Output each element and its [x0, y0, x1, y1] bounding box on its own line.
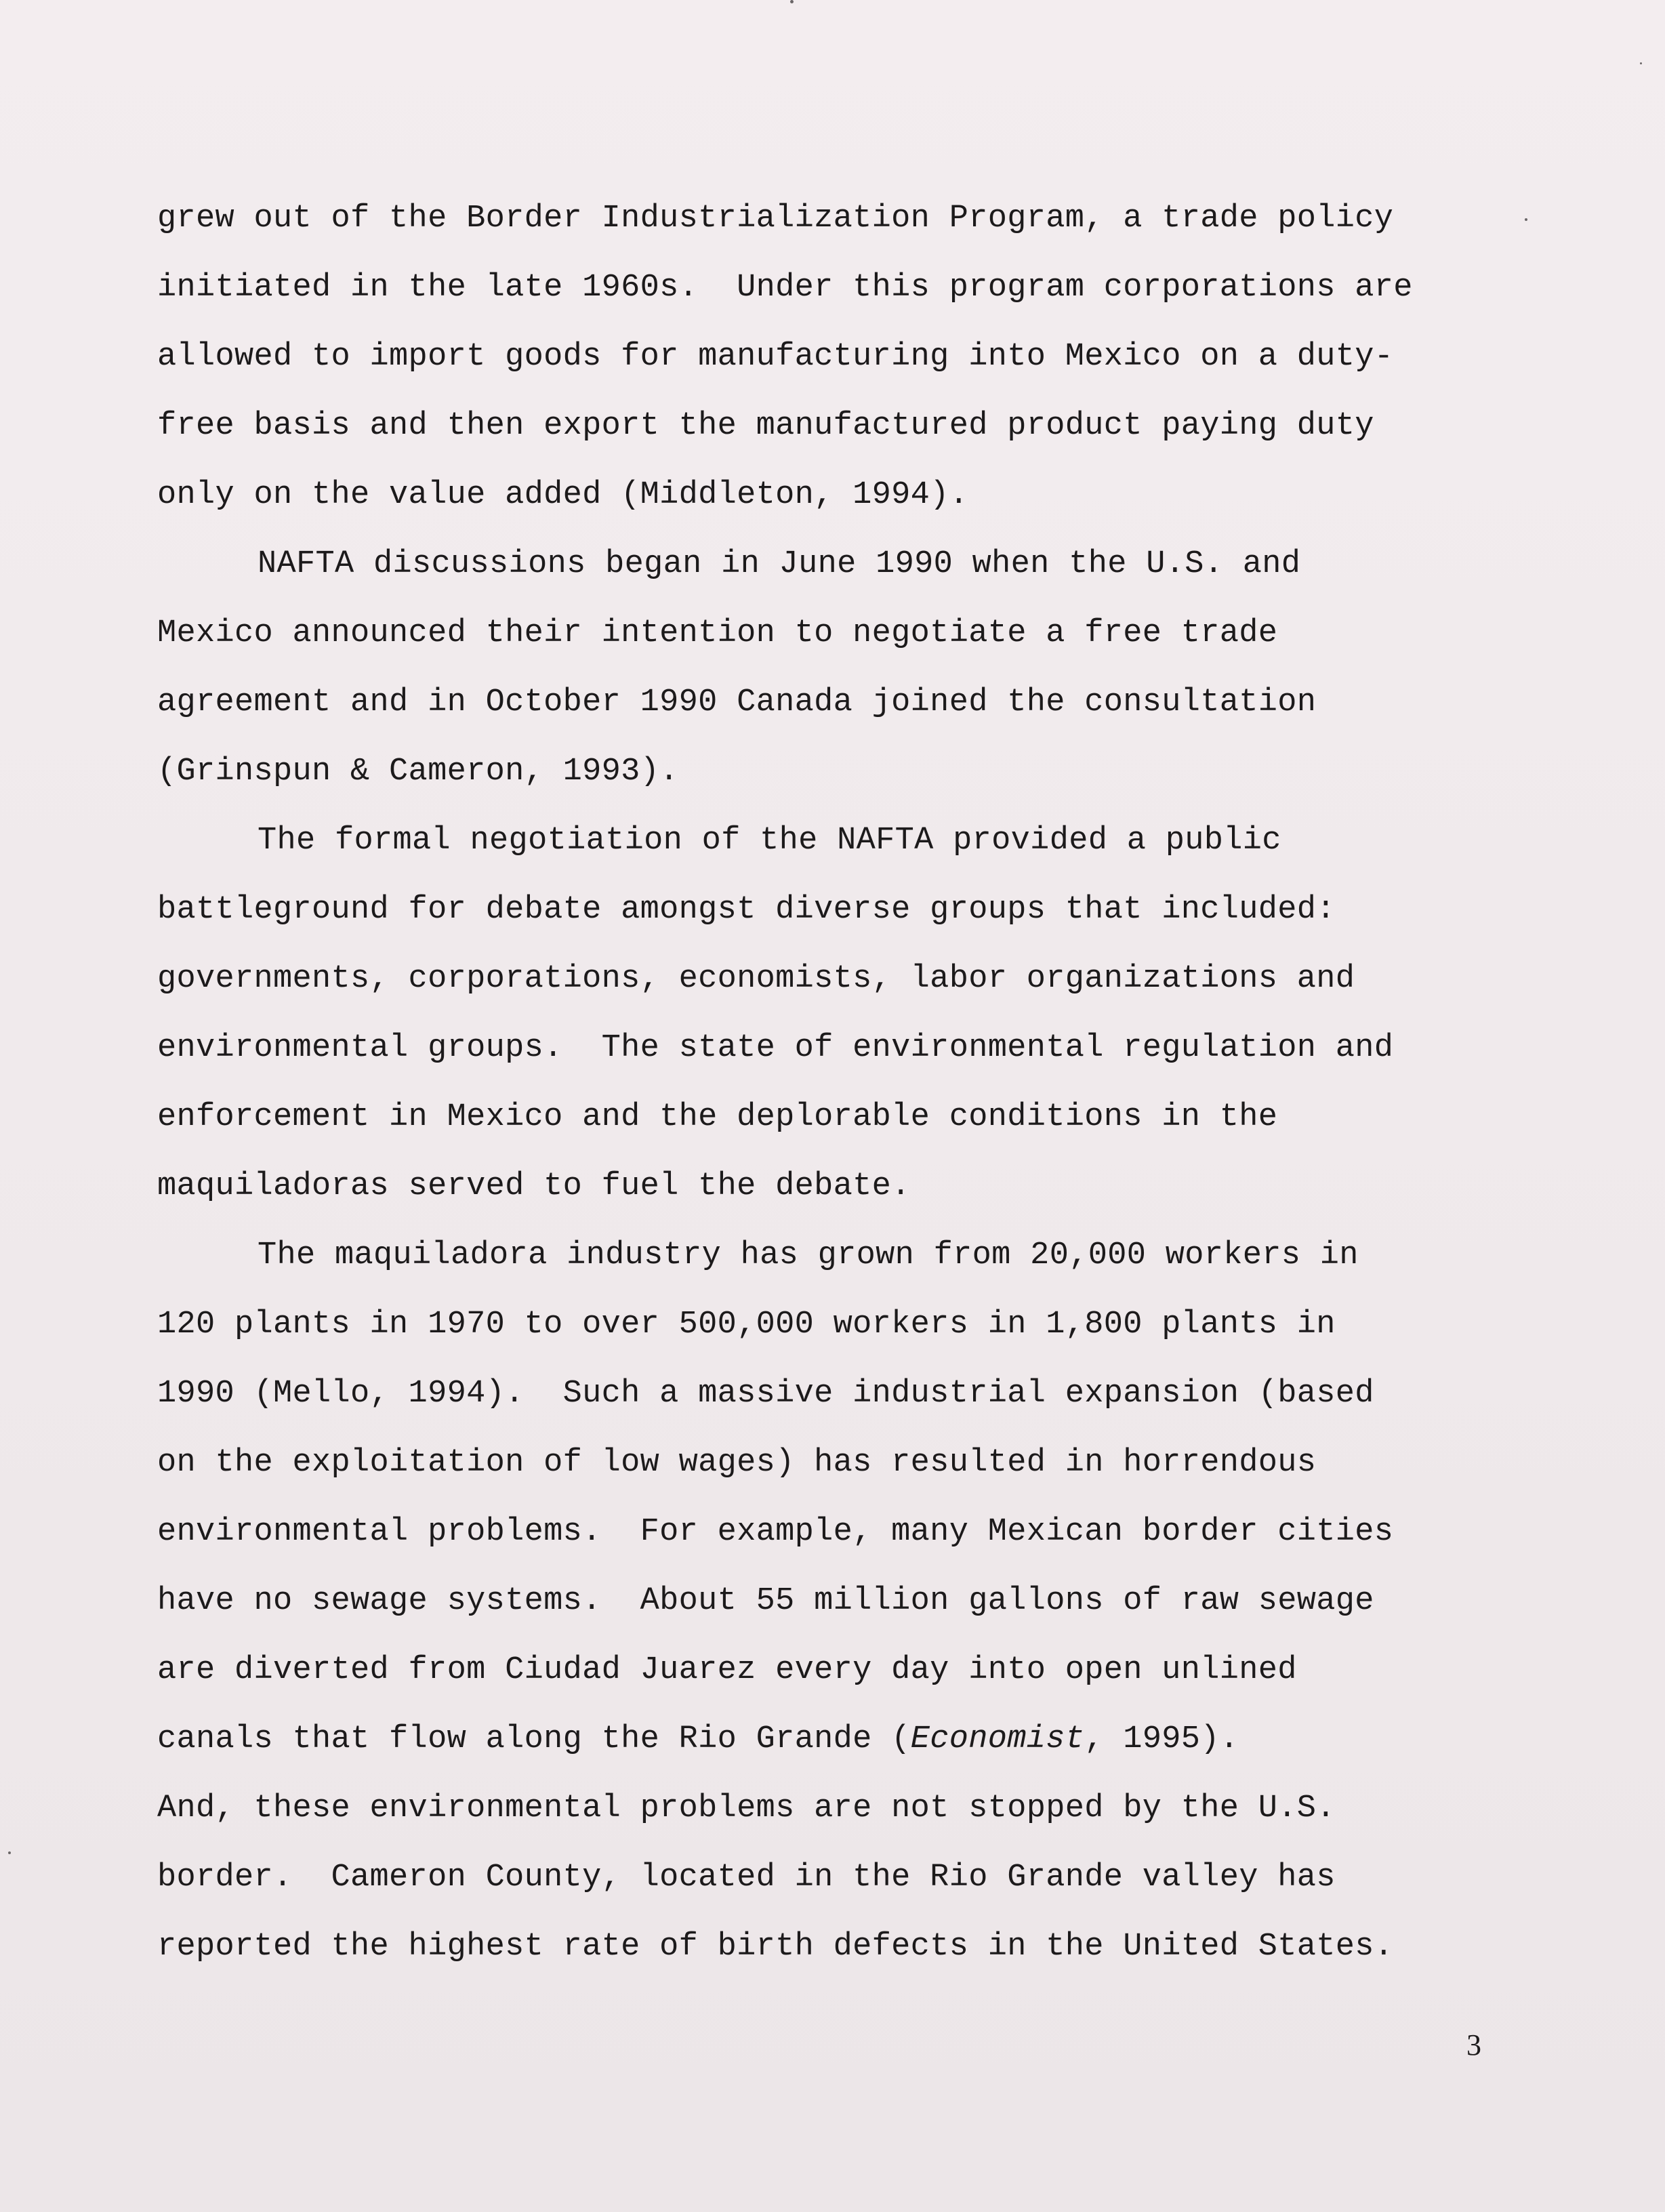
paragraph-start-line: The formal negotiation of the NAFTA provided a public — [258, 823, 1281, 859]
text-line: initiated in the late 1960s. Under this program corporations are — [157, 270, 1413, 306]
text-line: 1990 (Mello, 1994). Such a massive industrial expansion (based — [157, 1376, 1374, 1412]
paragraph-start-line: The maquiladora industry has grown from 20,000 workers in — [258, 1237, 1359, 1273]
text-line: reported the highest rate of birth defects in the United States. — [157, 1929, 1394, 1965]
text-line: allowed to import goods for manufacturing into Mexico on a duty- — [157, 339, 1394, 375]
text-line: free basis and then export the manufactured product paying duty — [157, 408, 1374, 444]
text-line: agreement and in October 1990 Canada joined the consultation — [157, 684, 1317, 720]
text-line: canals that flow along the Rio Grande (Economist, 1995). — [157, 1721, 1239, 1757]
text-line: grew out of the Border Industrialization Program, a trade policy — [157, 201, 1394, 237]
cited-source-title: Economist — [910, 1721, 1085, 1757]
body-text — [157, 184, 1540, 1982]
paper-speck — [790, 0, 794, 3]
text-line: enforcement in Mexico and the deplorable conditions in the — [157, 1099, 1278, 1135]
text-line: 120 plants in 1970 to over 500,000 workers in 1,800 plants in — [157, 1307, 1336, 1343]
text-line: environmental groups. The state of environmental regulation and — [157, 1030, 1394, 1066]
text-line: governments, corporations, economists, labor organizations and — [157, 961, 1355, 997]
text-line: environmental problems. For example, many Mexican border cities — [157, 1514, 1394, 1550]
text-line: on the exploitation of low wages) has resulted in horrendous — [157, 1445, 1317, 1481]
text-line: Mexico announced their intention to negotiate a free trade — [157, 615, 1278, 651]
text-line: are diverted from Ciudad Juarez every day into open unlined — [157, 1652, 1297, 1688]
text-line: maquiladoras served to fuel the debate. — [157, 1168, 911, 1204]
paragraph-start-line: NAFTA discussions began in June 1990 when the U.S. and — [258, 546, 1301, 582]
paper-speck — [1640, 62, 1642, 64]
text-line: And, these environmental problems are not stopped by the U.S. — [157, 1790, 1336, 1826]
text-line: only on the value added (Middleton, 1994). — [157, 477, 969, 513]
paper-speck — [8, 1851, 11, 1854]
text-line: have no sewage systems. About 55 million gallons of raw sewage — [157, 1583, 1374, 1619]
text-line: border. Cameron County, located in the Rio Grande valley has — [157, 1860, 1336, 1896]
text-line: (Grinspun & Cameron, 1993). — [157, 754, 679, 790]
text-line: battleground for debate amongst diverse groups that included: — [157, 892, 1336, 928]
paper-speck — [1525, 218, 1527, 221]
page-number: 3 — [1466, 2028, 1481, 2062]
